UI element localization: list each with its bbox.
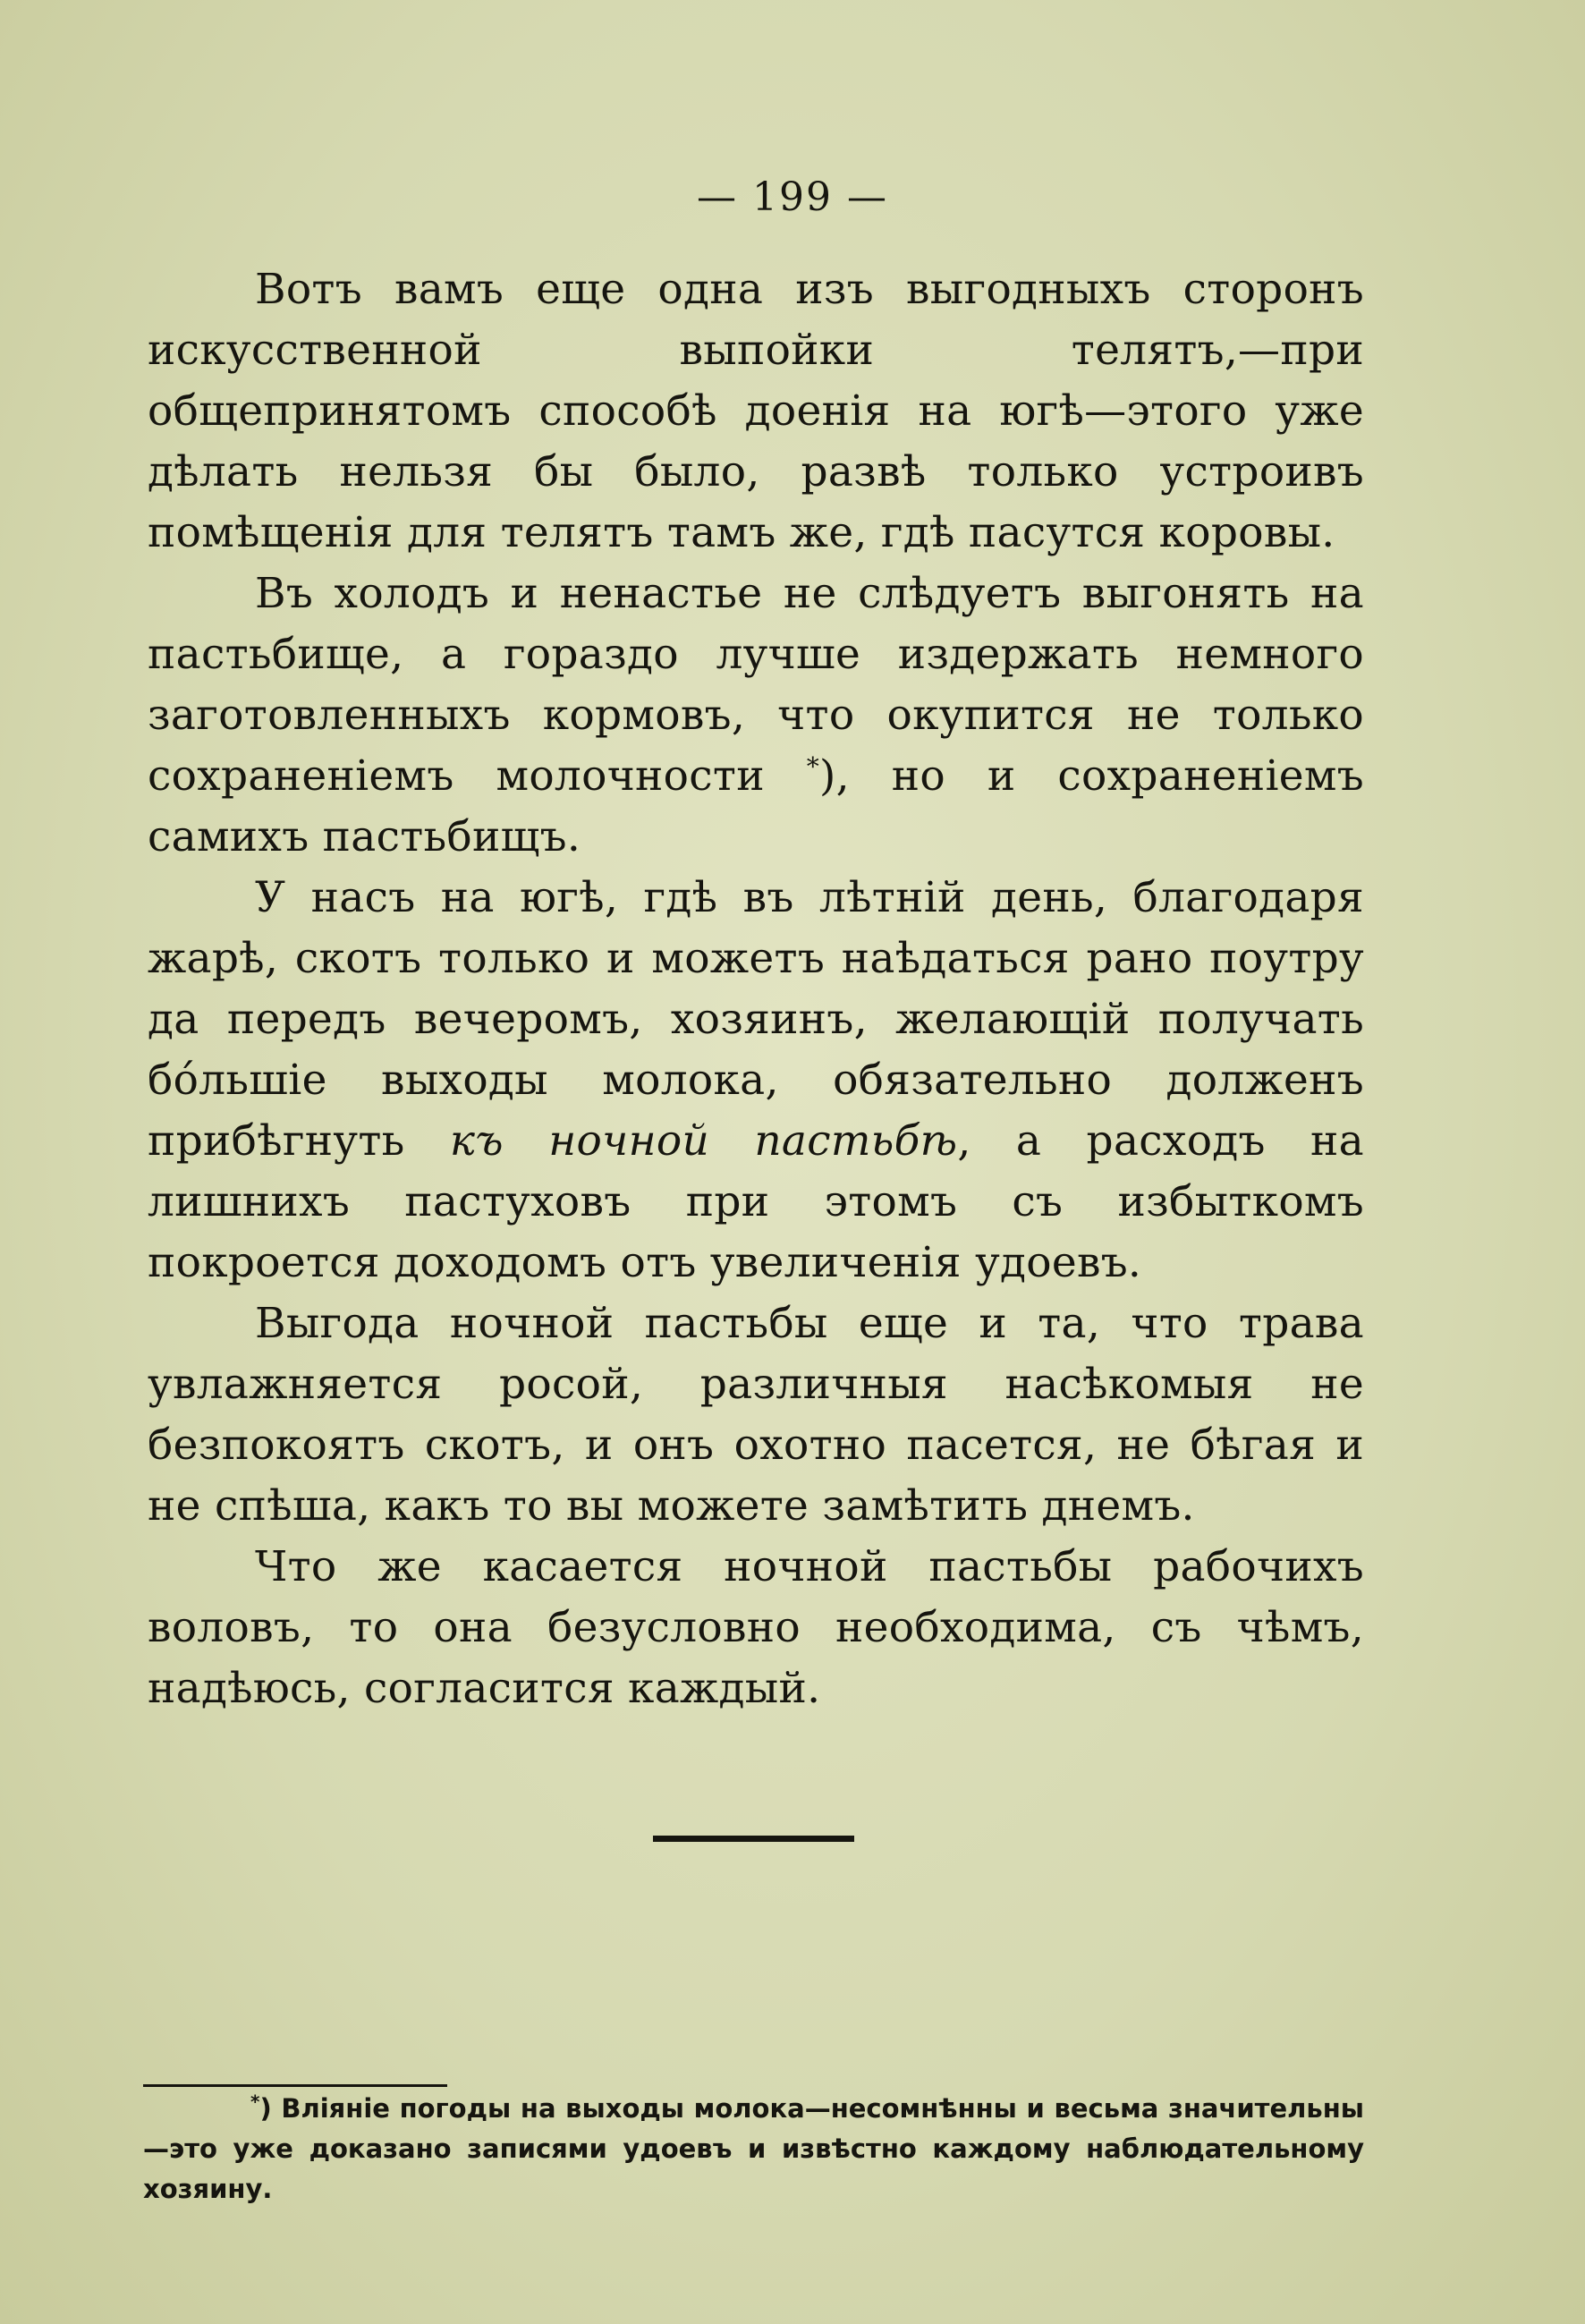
footnote-separator (143, 2084, 447, 2087)
footnote-text: ) Вліяніе погоды на выходы молока—несомнѣнны и весьма значительны—это уже доказано записями удоевъ и извѣстно каждому наблюдательному хозяину. (143, 2093, 1364, 2204)
paragraph-3 (148, 868, 1364, 1293)
footnote (143, 2089, 1364, 2209)
paragraph-3-text-start: У насъ на югѣ, гдѣ въ лѣтній день, благодаря жарѣ, скотъ только и можетъ наѣдаться рано поутру да передъ вечеромъ, хозяинъ, желающій получать бóльшіе выходы молока, обязательно долженъ прибѣгнуть (148, 873, 1364, 1166)
paragraph-4: Выгода ночной пастьбы еще и та, что трава увлажняется росой, различныя насѣкомыя не безпокоятъ скотъ, и онъ охотно пасется, не бѣгая и не спѣша, какъ то вы можете замѣтить днемъ. (148, 1299, 1364, 1531)
footnote-marker: * (250, 2091, 260, 2113)
paragraph-2-text-end: ), но и сохраненіемъ самихъ пастьбищъ. (148, 751, 1364, 861)
paragraph-2 (148, 564, 1364, 868)
italic-emphasis: къ ночной пастьбѣ (449, 1116, 958, 1166)
page-number: — 199 — (697, 174, 888, 220)
paragraph-1: Вотъ вамъ еще одна изъ выгодныхъ сторонъ искусственной выпойки телятъ,—при общепринятомъ способѣ доенія на югѣ—этого уже дѣлать нельзя бы было, развѣ только устроивъ помѣщенія для телятъ тамъ же, гдѣ пасутся коровы. (148, 265, 1364, 557)
section-end-rule (653, 1836, 854, 1842)
paragraph-5: Что же касается ночной пастьбы рабочихъ воловъ, то она безусловно необходима, съ чѣмъ, надѣюсь, согласится каждый. (148, 1542, 1364, 1713)
paragraph-2-text-start: Въ холодъ и ненастье не слѣдуетъ выгонять на пастьбище, а гораздо лучше издержать немного заготовленныхъ кормовъ, что окупится не только сохраненіемъ молочности (148, 569, 1364, 801)
footnote-reference: * (806, 751, 820, 782)
body-text (148, 259, 1364, 1719)
paragraph-3-text-end: , а расходъ на лишнихъ пастуховъ при этомъ съ избыткомъ покроется доходомъ отъ увеличенія удоевъ. (148, 1116, 1364, 1287)
